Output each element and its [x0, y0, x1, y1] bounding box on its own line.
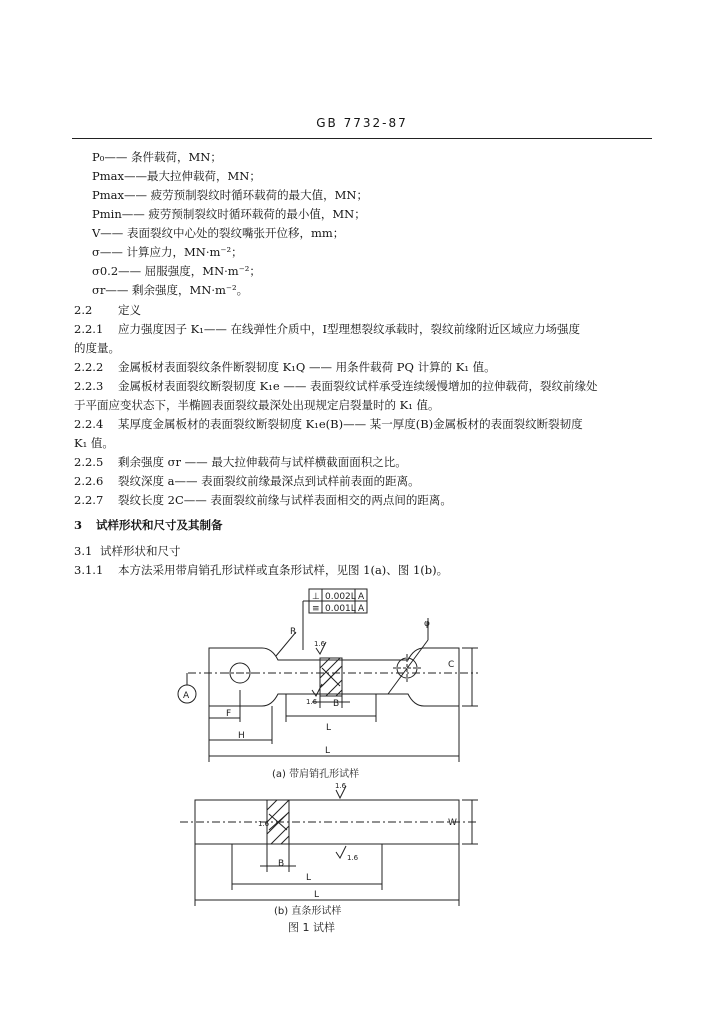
- section-title: 定义: [118, 303, 141, 317]
- definition-text: 金属板材表面裂纹条件断裂韧度 K₁Q —— 用条件载荷 PQ 计算的 K₁ 值。: [118, 360, 496, 374]
- specimen-a-outline: [209, 648, 459, 706]
- standard-header: GB 7732-87: [316, 116, 408, 130]
- roughness-label: 1.6: [335, 782, 347, 790]
- dim-b-label: B: [333, 699, 340, 709]
- dim-w-label: W: [448, 818, 457, 828]
- definition-text: 金属板材表面裂纹断裂韧度 K₁e —— 表面裂纹试样承受连续缓慢增加的拉伸载荷，裂纹前缘处: [118, 379, 598, 393]
- definition-text: 裂纹深度 a—— 表面裂纹前缘最深点到试样前表面的距离。: [118, 474, 420, 488]
- symbol-line: σ—— 计算应力，MN·m⁻²；: [92, 245, 243, 259]
- section-number: 2.2: [74, 303, 93, 317]
- dim-l-label: L: [314, 890, 320, 900]
- symbol-line: Pmax——最大拉伸载荷，MN；: [92, 169, 261, 183]
- dim-h-label: H: [238, 731, 245, 741]
- caption-a: (a) 带肩销孔形试样: [272, 769, 360, 780]
- definition-number: 2.2.4: [74, 417, 104, 431]
- roughness-label: 1.6: [314, 640, 326, 648]
- tolerance-value: 0.002L: [325, 592, 356, 602]
- definition-text: 应力强度因子 K₁—— 在线弹性介质中，Ⅰ型理想裂纹承载时，裂纹前缘附近区域应力场强度: [118, 322, 581, 336]
- section-number: 3.1: [74, 544, 93, 558]
- symbol-line: V—— 表面裂纹中心处的裂纹嘴张开位移，mm；: [92, 226, 345, 240]
- caption-b: (b) 直条形试样: [274, 906, 342, 917]
- tolerance-value: 0.001L: [325, 604, 356, 614]
- section-text: 本方法采用带肩销孔形试样或直条形试样，见图 1(a)、图 1(b)。: [118, 563, 449, 577]
- dim-f-label: F: [226, 709, 232, 719]
- dim-l-label: L: [306, 873, 312, 883]
- section-number: 3.1.1: [74, 563, 104, 577]
- dim-c-label: C: [448, 660, 455, 670]
- definition-number: 2.2.7: [74, 493, 104, 507]
- definition-number: 2.2.5: [74, 455, 104, 469]
- symbol-line: Pmin—— 疲劳预制裂纹时循环载荷的最小值，MN；: [92, 207, 366, 221]
- definition-text: K₁ 值。: [74, 436, 114, 450]
- definition-number: 2.2.3: [74, 379, 104, 393]
- tolerance-symbol: ≡: [312, 604, 320, 614]
- symbol-line: Pmax—— 疲劳预制裂纹时循环载荷的最大值，MN；: [92, 188, 368, 202]
- tolerance-datum: A: [358, 604, 365, 614]
- section-title: 试样形状和尺寸: [100, 544, 181, 558]
- definition-number: 2.2.2: [74, 360, 104, 374]
- definition-text: 的度量。: [74, 341, 120, 355]
- definition-number: 2.2.1: [74, 322, 104, 336]
- symbol-line: σr—— 剩余强度，MN·m⁻²。: [92, 283, 249, 297]
- figure-caption: 图 1 试样: [288, 921, 335, 934]
- dim-l2-label: L: [326, 723, 332, 733]
- datum-a-label: A: [183, 691, 190, 701]
- symbol-line: P₀—— 条件载荷，MN；: [92, 150, 222, 164]
- tolerance-symbol: ⊥: [312, 592, 320, 602]
- definition-text: 裂纹长度 2C—— 表面裂纹前缘与试样表面相交的两点间的距离。: [118, 493, 452, 507]
- section-title: 试样形状和尺寸及其制备: [96, 518, 223, 532]
- tolerance-datum: A: [358, 592, 365, 602]
- definition-number: 2.2.6: [74, 474, 104, 488]
- roughness-label: 1.6: [347, 854, 359, 862]
- section-number: 3: [74, 518, 83, 532]
- definition-text: 某厚度金属板材的表面裂纹断裂韧度 K₁e(B)—— 某一厚度(B)金属板材的表面裂纹断裂韧度: [118, 417, 583, 431]
- radius-label: R: [290, 627, 297, 637]
- roughness-label: 1.6: [258, 820, 270, 828]
- roughness-label: 1.6: [306, 698, 318, 706]
- dim-l-label: L: [325, 746, 331, 756]
- definition-text: 剩余强度 σr —— 最大拉伸载荷与试样横截面面积之比。: [118, 455, 407, 469]
- dim-b-label: B: [278, 859, 285, 869]
- symbol-line: σ0.2—— 屈服强度，MN·m⁻²；: [92, 264, 261, 278]
- phi-label: φ: [424, 619, 430, 629]
- definition-text: 于平面应变状态下，半椭圆表面裂纹最深处出现规定启裂量时的 K₁ 值。: [74, 398, 440, 412]
